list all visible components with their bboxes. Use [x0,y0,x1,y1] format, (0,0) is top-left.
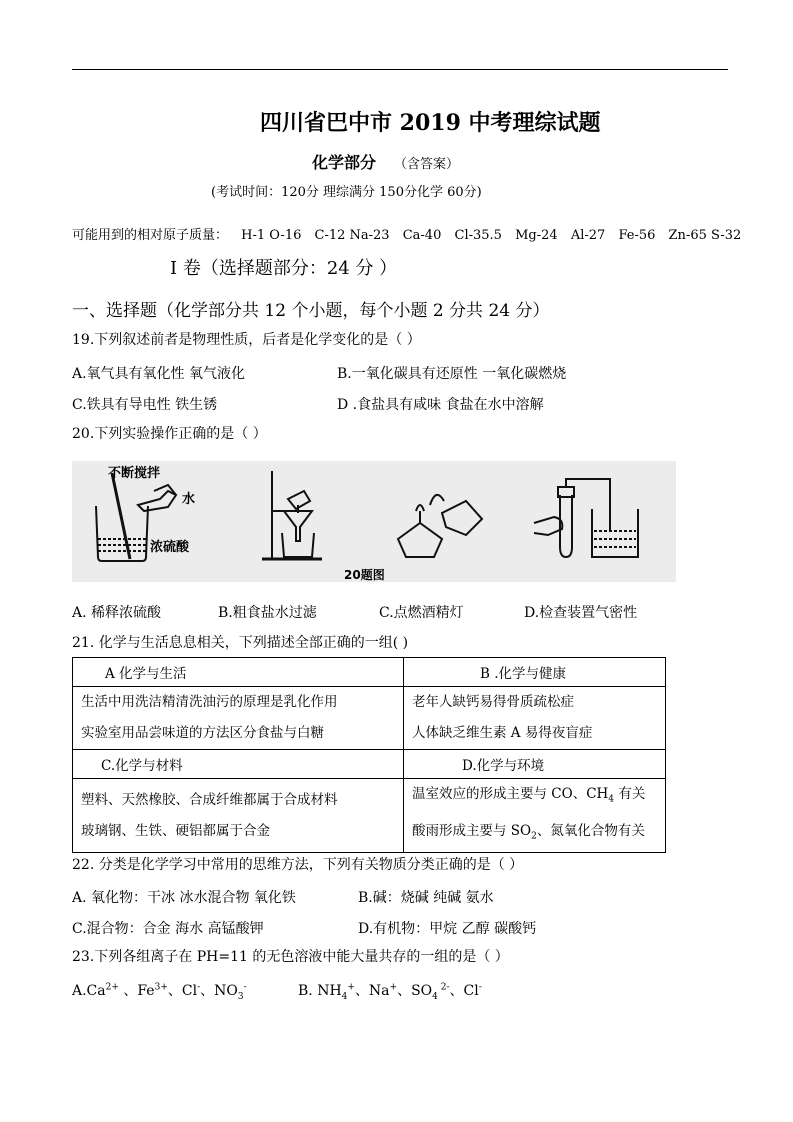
text-run: A.Ca [72,983,106,999]
atomic-mass-item: Al-27 [570,228,606,243]
q19-option-d: D .食盐具有咸味 食盐在水中溶解 [337,397,544,413]
table-cell-line: 老年人缺钙易得骨质疏松症 [412,694,574,710]
text-run: 、NO [200,983,238,999]
q19-option-a: A.氧气具有氧化性 氧气液化 [72,366,246,382]
top-rule [72,69,728,70]
q20-option-d: D.检查装置气密性 [524,605,638,621]
atomic-masses [72,224,750,243]
table-cell-c [73,779,404,853]
table-cell-line: 人体缺乏维生素 A 易得夜盲症 [412,725,593,741]
text-run: 有关 [614,786,646,802]
q22-option-c: C.混合物：合金 海水 高锰酸钾 [72,921,264,937]
figure-caption: 20题图 [344,568,385,582]
table-cell-line: 塑料、天然橡胶、合成纤维都属于合成材料 [81,791,338,808]
superscript: 2- [437,982,450,993]
table-cell-line: 生活中用洗洁精清洗油污的原理是乳化作用 [81,694,338,710]
q20-option-a: A. 稀释浓硫酸 [72,605,162,621]
q20-option-c: C.点燃酒精灯 [379,605,464,621]
filtration-drawing [262,471,322,559]
superscript: - [243,982,247,993]
subscript: 4 [341,991,348,1002]
text-run: B. NH [298,983,342,999]
text-run: 温室效应的形成主要与 CO、CH [412,786,609,802]
section-title: 一、选择题（化学部分共 12 个小题，每个小题 2 分共 24 分） [72,301,550,321]
q23-option-a [72,980,247,1002]
text-run: 、SO [397,983,433,999]
text-run: 、Cl [167,983,198,999]
superscript: - [197,982,201,993]
atomic-mass-item: Mg-24 [515,228,558,243]
superscript: 2+ [105,982,119,993]
table-cell-line: 玻璃钢、生铁、硬铝都属于合金 [81,822,270,839]
table-cell-line [412,816,657,853]
q22-option-d: D.有机物：甲烷 乙醇 碳酸钙 [358,921,537,937]
atomic-mass-item: Ca-40 [402,228,442,243]
q22-option-a: A. 氧化物：干冰 冰水混合物 氧化铁 [72,890,296,906]
atomic-mass-item: Zn-65 S-32 [668,228,742,243]
table-head-a: A 化学与生活 [73,658,404,687]
table-cell-line: 实验室用品尝味道的方法区分食盐与白糖 [81,725,324,741]
q19-option-c: C.铁具有导电性 铁生锈 [72,397,218,413]
table-cell-d [404,779,666,853]
superscript: + [389,982,398,993]
q23-stem: 23.下列各组离子在 PH=11 的无色溶液中能大量共存的一组的是（ ） [72,949,509,965]
q22-option-b: B.碱：烧碱 纯碱 氨水 [358,890,494,906]
atomic-masses-label: 可能用到的相对原子质量： [72,228,229,243]
q22-stem: 22. 分类是化学学习中常用的思维方法，下列有关物质分类正确的是（ ） [72,857,524,873]
q20-option-b: B.粗食盐水过滤 [218,605,317,621]
q23-option-b [298,980,482,1002]
q21-stem: 21. 化学与生活息息相关，下列描述全部正确的一组( ) [72,635,409,651]
superscript: 3+ [154,982,168,993]
text-run: 酸雨形成主要与 SO [412,822,532,839]
volume-title: I 卷（选择题部分：24 分 ） [170,258,398,279]
q20-stem: 20.下列实验操作正确的是（ ） [72,426,267,442]
label-water: 水 [182,492,196,507]
q20-apparatus-drawing [72,461,676,582]
airtightness-drawing [534,479,638,557]
superscript: - [478,982,482,993]
alcohol-lamp-drawing [398,495,482,557]
table-cell-line [412,779,657,816]
table-cell-b [404,687,666,750]
subtitle [312,150,459,173]
subscript: 2 [531,831,537,842]
table-head-b: B .化学与健康 [404,658,666,687]
page-title: 四川省巴中市 2019 中考理综试题 [260,110,601,136]
label-stir: 不断搅拌 [108,466,161,481]
q19-stem: 19.下列叙述前者是物理性质，后者是化学变化的是（ ） [72,332,421,348]
text-run: 、Na [354,983,390,999]
atomic-mass-item: H-1 O-16 [241,228,302,243]
exam-info: (考试时间：120分 理综满分 150分化学 60分) [211,185,482,200]
atomic-mass-item: C-12 Na-23 [314,228,390,243]
table-head-d: D.化学与环境 [404,750,666,779]
text-run: 、Fe [118,983,155,999]
q19-option-b: B.一氧化碳具有还原性 一氧化碳燃烧 [337,366,567,382]
subscript: 4 [608,794,615,805]
subscript: 3 [237,991,244,1002]
superscript: + [347,982,355,993]
subtitle-note: （含答案） [394,157,460,172]
table-head-c: C.化学与材料 [73,750,404,779]
text-run: 、氮氧化合物有关 [536,822,645,839]
label-acid: 浓硫酸 [150,540,190,555]
q21-table [72,657,666,853]
atomic-mass-item: Cl-35.5 [454,228,502,243]
table-cell-a [73,687,404,750]
atomic-mass-item: Fe-56 [618,228,656,243]
q20-figure [72,461,676,582]
text-run: 、Cl [449,983,479,999]
subtitle-main: 化学部分 [312,153,377,172]
subscript: 4 [432,991,438,1002]
